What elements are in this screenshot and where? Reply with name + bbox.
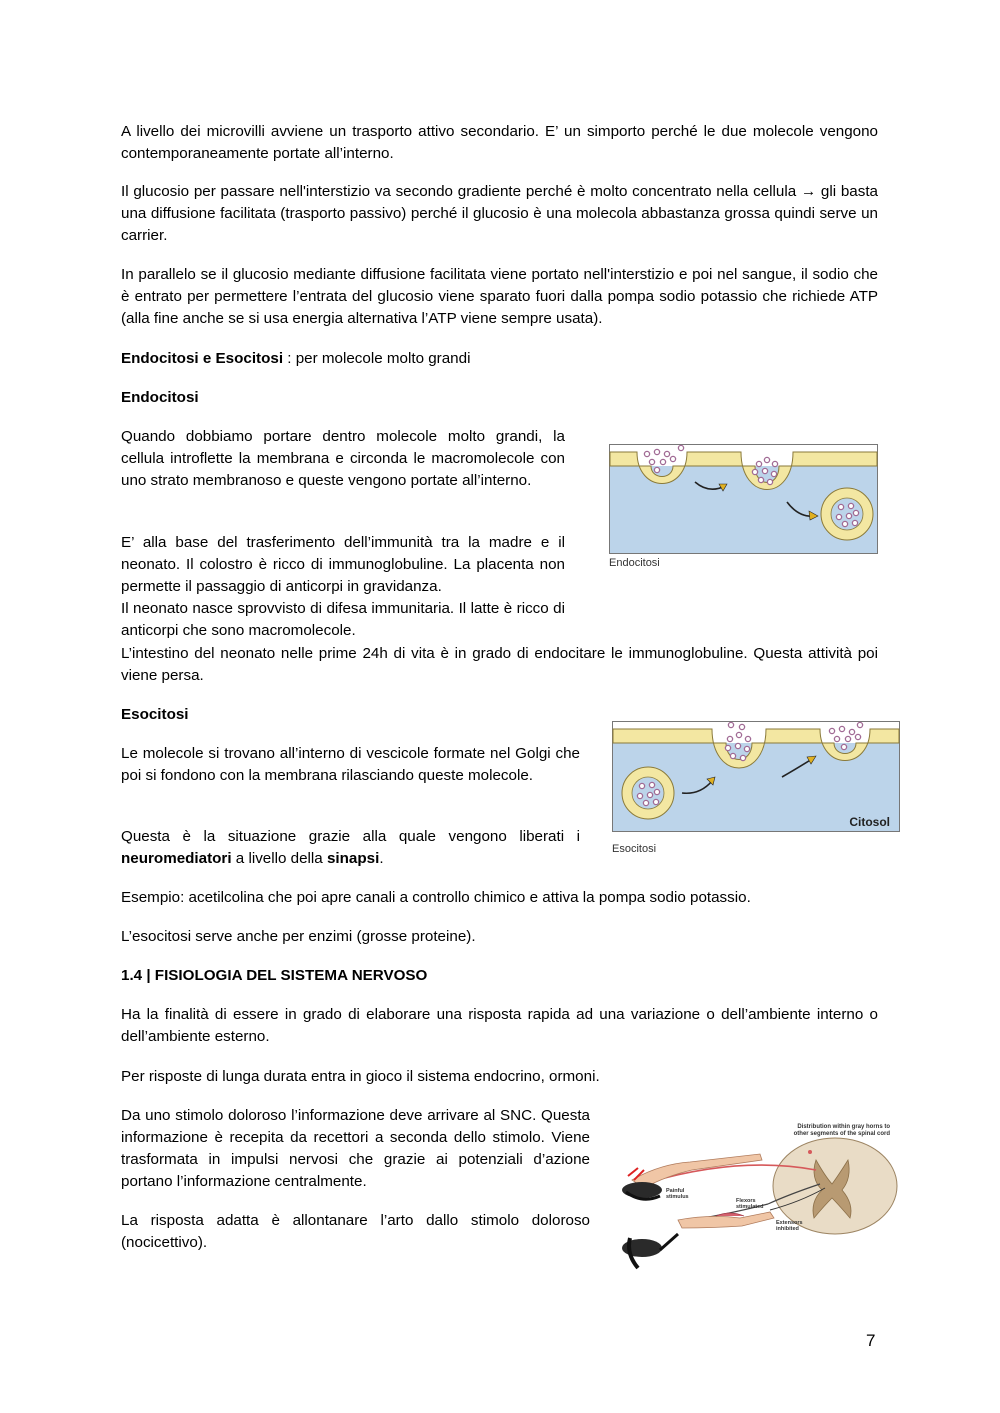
esempio-paragraph: Esempio: acetilcolina che poi apre canali a controllo chimico e attiva la pompa sodio potassio.: [121, 889, 751, 906]
endocitosi-caption: Endocitosi: [609, 557, 660, 569]
section-paragraph-1: Ha la finalità di essere in grado di elaborare una risposta rapida ad una variazione o dell’ambiente interno o dell’ambiente esterno.: [121, 1006, 878, 1045]
esocitosi-paragraph-2: [121, 826, 580, 870]
distribution-label-2: other segments of the spinal cord: [793, 1131, 890, 1137]
endo-exo-desc: : per molecole molto grandi: [283, 350, 471, 367]
section-heading: 1.4 | FISIOLOGIA DEL SISTEMA NERVOSO: [121, 967, 428, 984]
endocitosi-heading: Endocitosi: [121, 389, 199, 406]
paragraph-glucosio: Il glucosio per passare nell'interstizio va secondo gradiente perché è molto concentrato nella cellula → gli basta una diffusione facilitata (trasporto passivo) perché il glucosio è una molecola abbastanza grossa quindi serve un carrier.: [121, 183, 878, 244]
enzimi-paragraph: L’esocitosi serve anche per enzimi (grosse proteine).: [121, 928, 476, 945]
painful-label-1: Painful: [666, 1188, 685, 1194]
endocitosi-figure: [609, 444, 879, 554]
painful-label-2: stimulus: [666, 1194, 689, 1200]
section-paragraph-2: Per risposte di lunga durata entra in gioco il sistema endocrino, ormoni.: [121, 1068, 600, 1085]
esocitosi-text-a: Questa è la situazione grazie alla quale vengono liberati i: [121, 828, 580, 845]
esocitosi-text-e: .: [379, 850, 384, 867]
paragraph-microvilli: A livello dei microvilli avviene un trasporto attivo secondario. E’ un simporto perché le due molecole vengono contemporaneamente portate all’interno.: [121, 123, 878, 162]
section-paragraph-4: La risposta adatta è allontanare l’arto dallo stimolo doloroso (nocicettivo).: [121, 1212, 590, 1251]
flexors-label-1: Flexors: [736, 1198, 756, 1204]
esocitosi-figure: [612, 721, 901, 833]
extensors-label-2: inhibited: [776, 1226, 799, 1232]
neuromediatori-term: neuromediatori: [121, 850, 232, 867]
esocitosi-heading: Esocitosi: [121, 706, 189, 723]
endocitosi-paragraph-2: E’ alla base del trasferimento dell’immunità tra la madre e il neonato. Il colostro è ricco di immunoglobuline. La placenta non permette il passaggio di anticorpi in gravidanza.: [121, 534, 565, 595]
esocitosi-paragraph-1: Le molecole si trovano all’interno di vescicole formate nel Golgi che poi si fondono con la membrana rilasciando queste molecole.: [121, 745, 580, 784]
extensors-label-1: Extensors: [776, 1220, 803, 1226]
endo-exo-title: Endocitosi e Esocitosi: [121, 350, 284, 367]
endo-exo-intro: [121, 348, 878, 370]
flexors-label-2: stimulated: [736, 1204, 764, 1210]
endocitosi-paragraph-1: Quando dobbiamo portare dentro molecole molto grandi, la cellula introflette la membrana e circonda le macromolecole con uno strato membranoso e queste vengono portate all’interno.: [121, 428, 565, 489]
paragraph-parallelo: In parallelo se il glucosio mediante diffusione facilitata viene portato nell'interstizio e poi nel sangue, il sodio che è entrato per permettere l’entrata del glucosio viene sparato fuori dalla pompa sodio potassio che richiede ATP (alla fine anche se si usa energia alternativa l’ATP viene sempre usata).: [121, 266, 878, 327]
section-paragraph-3: Da uno stimolo doloroso l’informazione deve arrivare al SNC. Questa informazione è recepita da recettori a seconda dello stimolo. Viene trasformata in impulsi nervosi che grazie ai potenziali d’azione portano l’informazione centralmente.: [121, 1107, 590, 1190]
reflex-arc-figure: [620, 1118, 910, 1278]
endocitosi-paragraph-3: Il neonato nasce sprovvisto di difesa immunitaria. Il latte è ricco di anticorpi che sono macromolecole.: [121, 600, 565, 639]
esocitosi-text-c: a livello della: [231, 850, 327, 867]
endocitosi-paragraph-4: L’intestino del neonato nelle prime 24h di vita è in grado di endocitare le immunoglobuline. Questa attività poi viene persa.: [121, 645, 878, 684]
sinapsi-term: sinapsi: [326, 850, 380, 867]
citosol-label: Citosol: [849, 815, 890, 829]
distribution-label-1: Distribution within gray horns to: [797, 1124, 890, 1130]
esocitosi-caption: Esocitosi: [612, 843, 657, 855]
page-number: 7: [866, 1331, 876, 1350]
